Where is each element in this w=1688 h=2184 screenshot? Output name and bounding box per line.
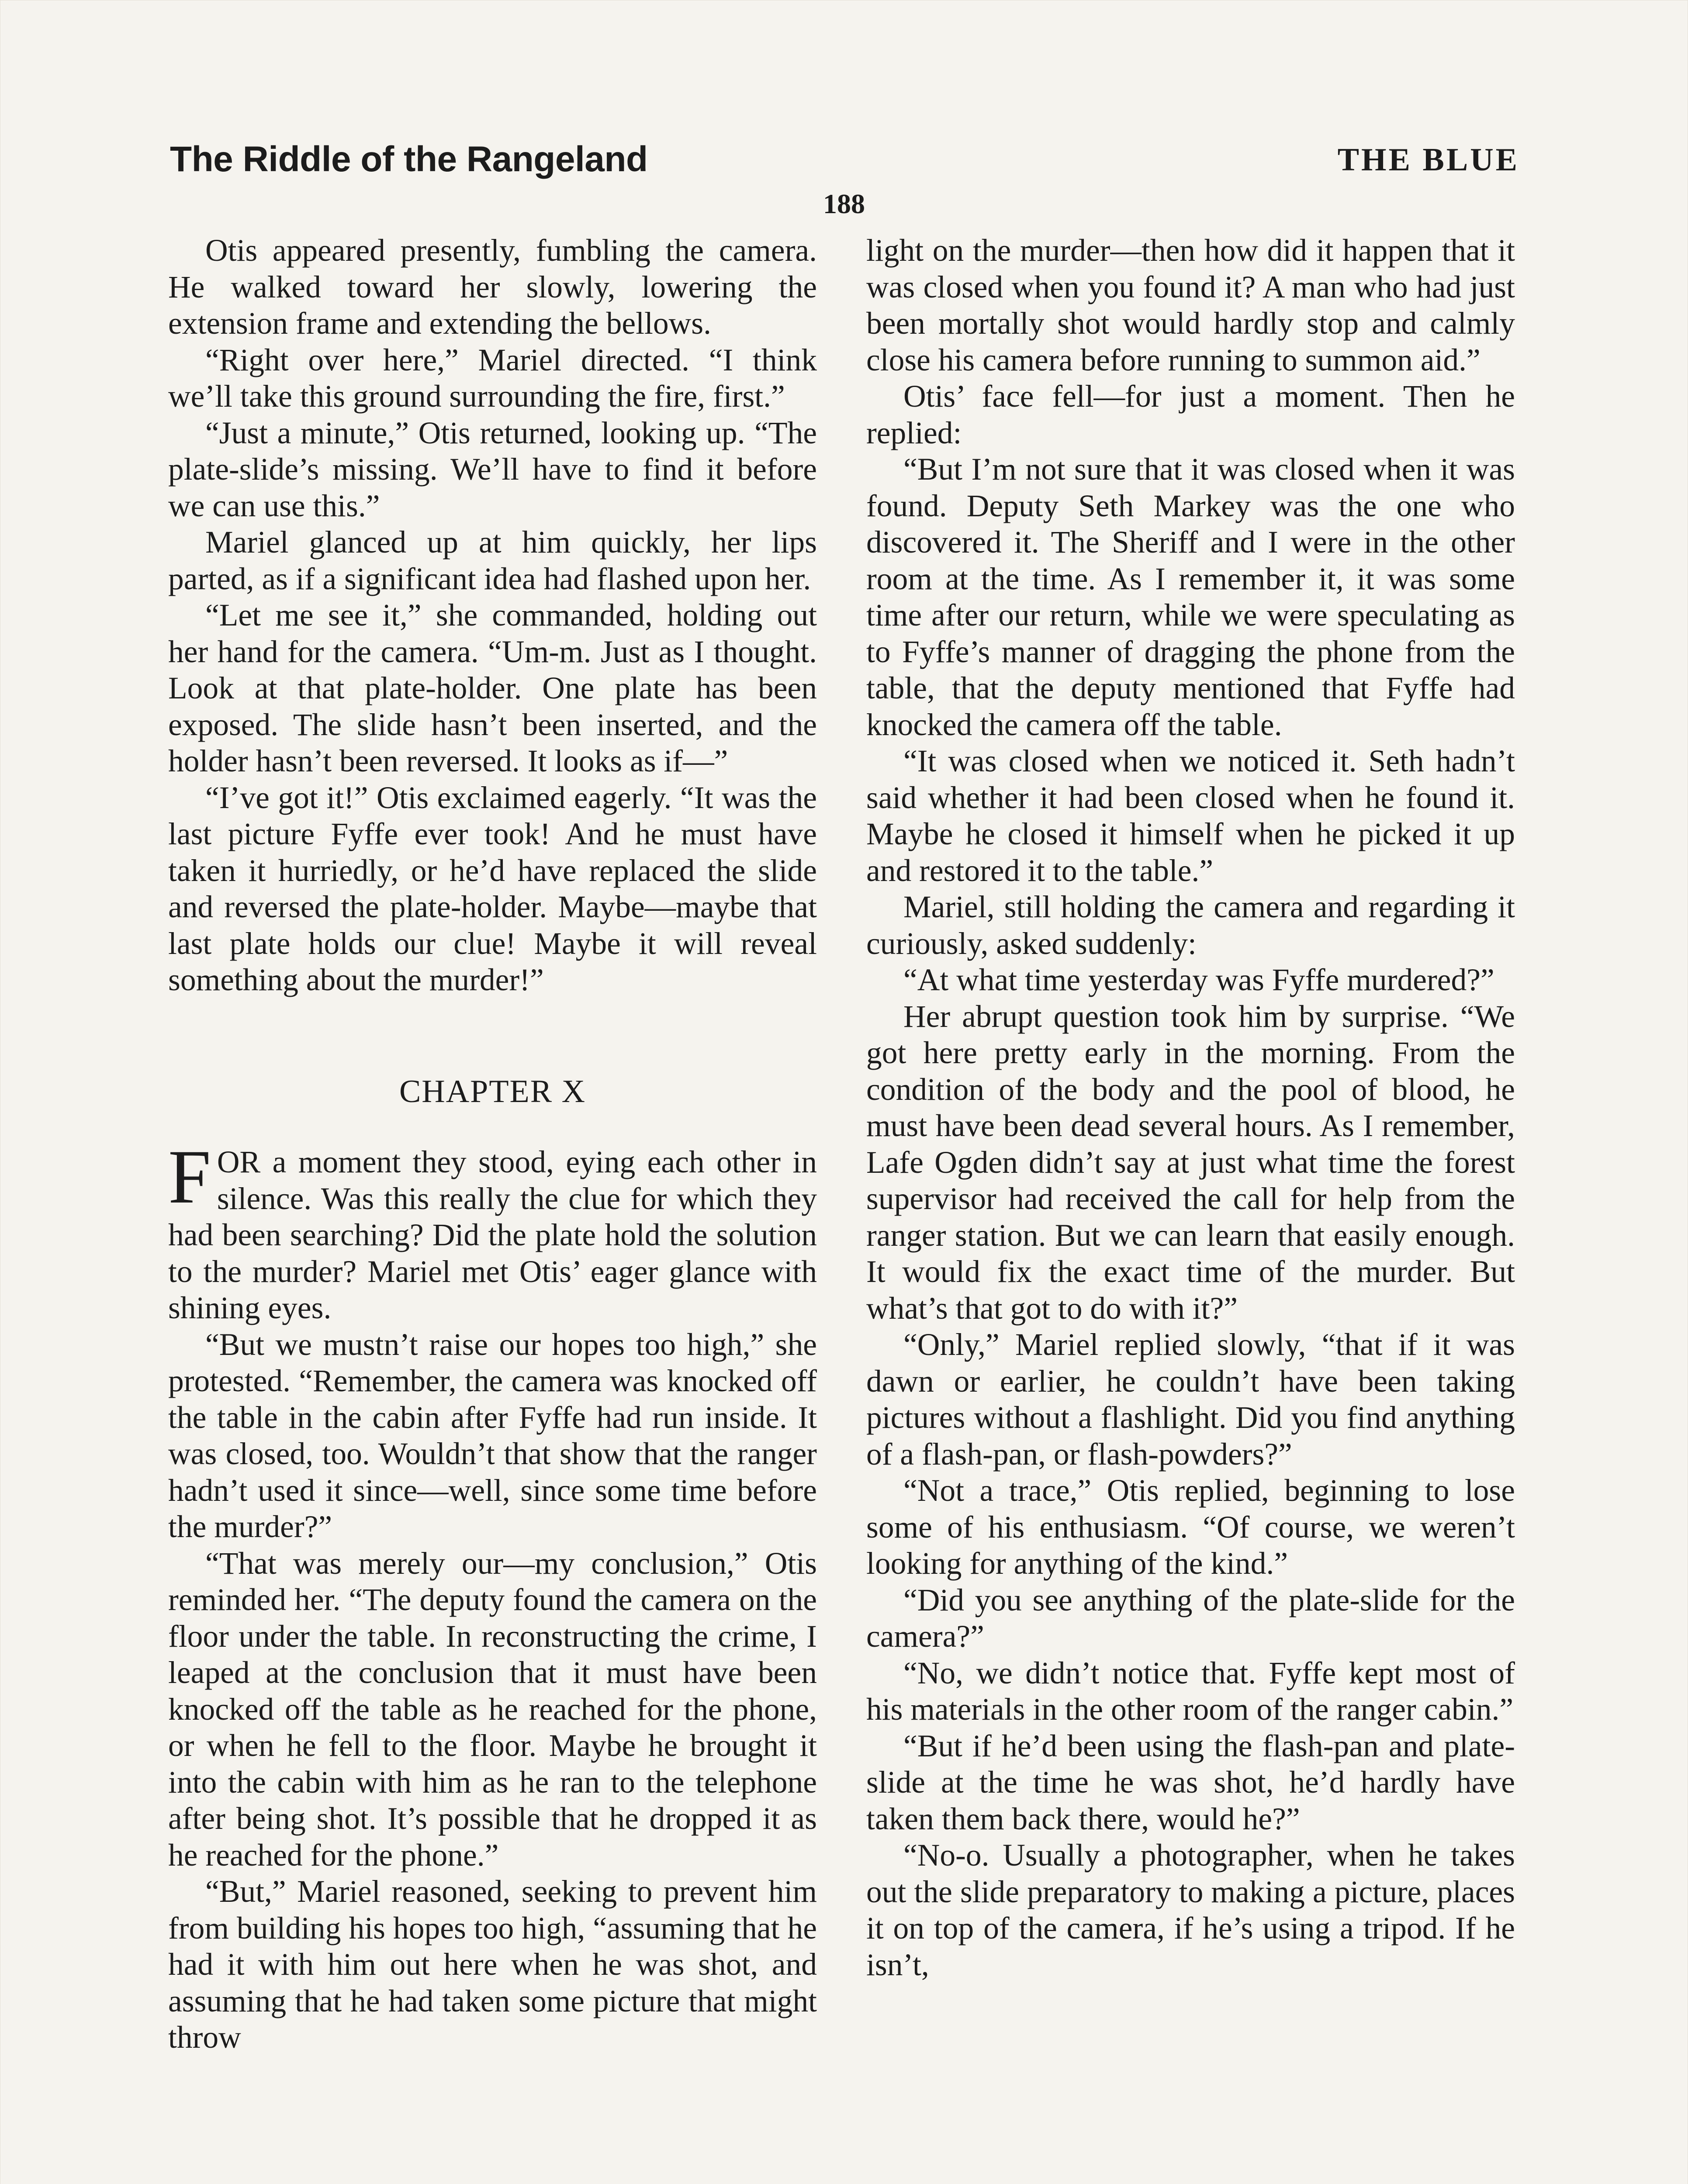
paragraph: “But we mustn’t raise our hopes too high,” she protested. “Remember, the camera was knocked off the table in the cabin after Fyffe had run inside. It was closed, too. Wouldn’t that show that the ranger hadn’t used it since—well, since some time before the murder?”: [168, 1327, 817, 1544]
paragraph: Mariel glanced up at him quickly, her lips parted, as if a significant idea had flashed upon her.: [168, 525, 817, 596]
paragraph: “Just a minute,” Otis returned, looking up. “The plate-slide’s missing. We’ll have to find it before we can use this.”: [168, 415, 817, 523]
story-title: The Riddle of the Rangeland: [170, 139, 648, 179]
paragraph: “Did you see anything of the plate-slide for the camera?”: [866, 1583, 1515, 1654]
paragraph: “I’ve got it!” Otis exclaimed eagerly. “It was the last picture Fyffe ever took! And he must have taken it hurriedly, or he’d have replaced the slide and reversed the plate-holder. Maybe—maybe that last plate holds our clue! Maybe it will reveal something about the murder!”: [168, 780, 817, 997]
chapter-opening-paragraph: [168, 1134, 817, 1327]
paragraph: “At what time yesterday was Fyffe murdered?”: [903, 963, 1494, 997]
paragraph: “But I’m not sure that it was closed when it was found. Deputy Seth Markey was the one who discovered it. The Sheriff and I were in the other room at the time. As I remember it, it was some time after our return, while we were speculating as to Fyffe’s manner of dragging the phone from the table, that the deputy mentioned that Fyffe had knocked the camera off the table.: [866, 452, 1515, 742]
left-column: [168, 232, 817, 2056]
magazine-section: THE BLUE: [1337, 142, 1519, 178]
paragraph: “No-o. Usually a photographer, when he takes out the slide preparatory to making a picture, places it on top of the camera, if he’s using a tripod. If he isn’t,: [866, 1838, 1515, 1982]
paragraph: “Let me see it,” she commanded, holding out her hand for the camera. “Um-m. Just as I thought. Look at that plate-holder. One plate has been exposed. The slide hasn’t been inserted, and the holder hasn’t been reversed. It looks as if—”: [168, 598, 817, 778]
paragraph: Her abrupt question took him by surprise. “We got here pretty early in the morning. From the condition of the body and the pool of blood, he must have been dead several hours. As I remember, Lafe Ogden didn’t say at just what time the forest supervisor had received the call for help from the ranger station. But we can learn that easily enough. It would fix the exact time of the murder. But what’s that got to do with it?”: [866, 999, 1515, 1326]
paragraph: Otis appeared presently, fumbling the camera. He walked toward her slowly, lowering the extension frame and extending the bellows.: [168, 233, 817, 341]
continued-paragraph: light on the murder—then how did it happen that it was closed when you found it? A man who had just been mortally shot would hardly stop and calmly close his camera before running to summon aid.”: [866, 233, 1515, 377]
chapter-heading: CHAPTER X: [399, 1073, 586, 1109]
paragraph: “But,” Mariel reasoned, seeking to prevent him from building his hopes too high, “assuming that he had it with him out here when he was shot, and assuming that he had taken some picture that might throw: [168, 1874, 817, 2055]
paragraph: “But if he’d been using the flash-pan and plate-slide at the time he was shot, he’d hardly have taken them back there, would he?”: [866, 1728, 1515, 1836]
right-column: [866, 232, 1515, 1983]
paragraph: Otis’ face fell—for just a moment. Then he replied:: [866, 379, 1515, 450]
paragraph: “Only,” Mariel replied slowly, “that if it was dawn or earlier, he couldn’t have been taking pictures without a flashlight. Did you find anything of a flash-pan, or flash-powders?”: [866, 1327, 1515, 1472]
page-number: 188: [823, 188, 865, 219]
running-header: [170, 139, 1519, 187]
paragraph: Mariel, still holding the camera and regarding it curiously, asked suddenly:: [866, 890, 1515, 961]
paragraph: “It was closed when we noticed it. Seth hadn’t said whether it had been closed when he found it. Maybe he closed it himself when he picked it up and restored it to the table.”: [866, 744, 1515, 888]
paragraph: “Not a trace,” Otis replied, beginning to lose some of his enthusiasm. “Of course, we weren’t looking for anything of the kind.”: [866, 1473, 1515, 1581]
chapter-opening-text: OR a moment they stood, eying each other in silence. Was this really the clue for which they had been searching? Did the plate hold the solution to the murder? Mariel met Otis’ eager glance with shining eyes.: [168, 1145, 817, 1325]
paragraph: “That was merely our—my conclusion,” Otis reminded her. “The deputy found the camera on the floor under the table. In reconstructing the crime, I leaped at the conclusion that it must have been knocked off the table as he reached for the phone, or when he fell to the floor. Maybe he brought it into the cabin with him as he ran to the telephone after being shot. It’s possible that he dropped it as he reached for the phone.”: [168, 1546, 817, 1873]
paragraph: “No, we didn’t notice that. Fyffe kept most of his materials in the other room of the ranger cabin.”: [866, 1655, 1515, 1727]
drop-cap: F: [168, 1134, 211, 1220]
paragraph: “Right over here,” Mariel directed. “I think we’ll take this ground surrounding the fire, first.”: [168, 342, 817, 414]
